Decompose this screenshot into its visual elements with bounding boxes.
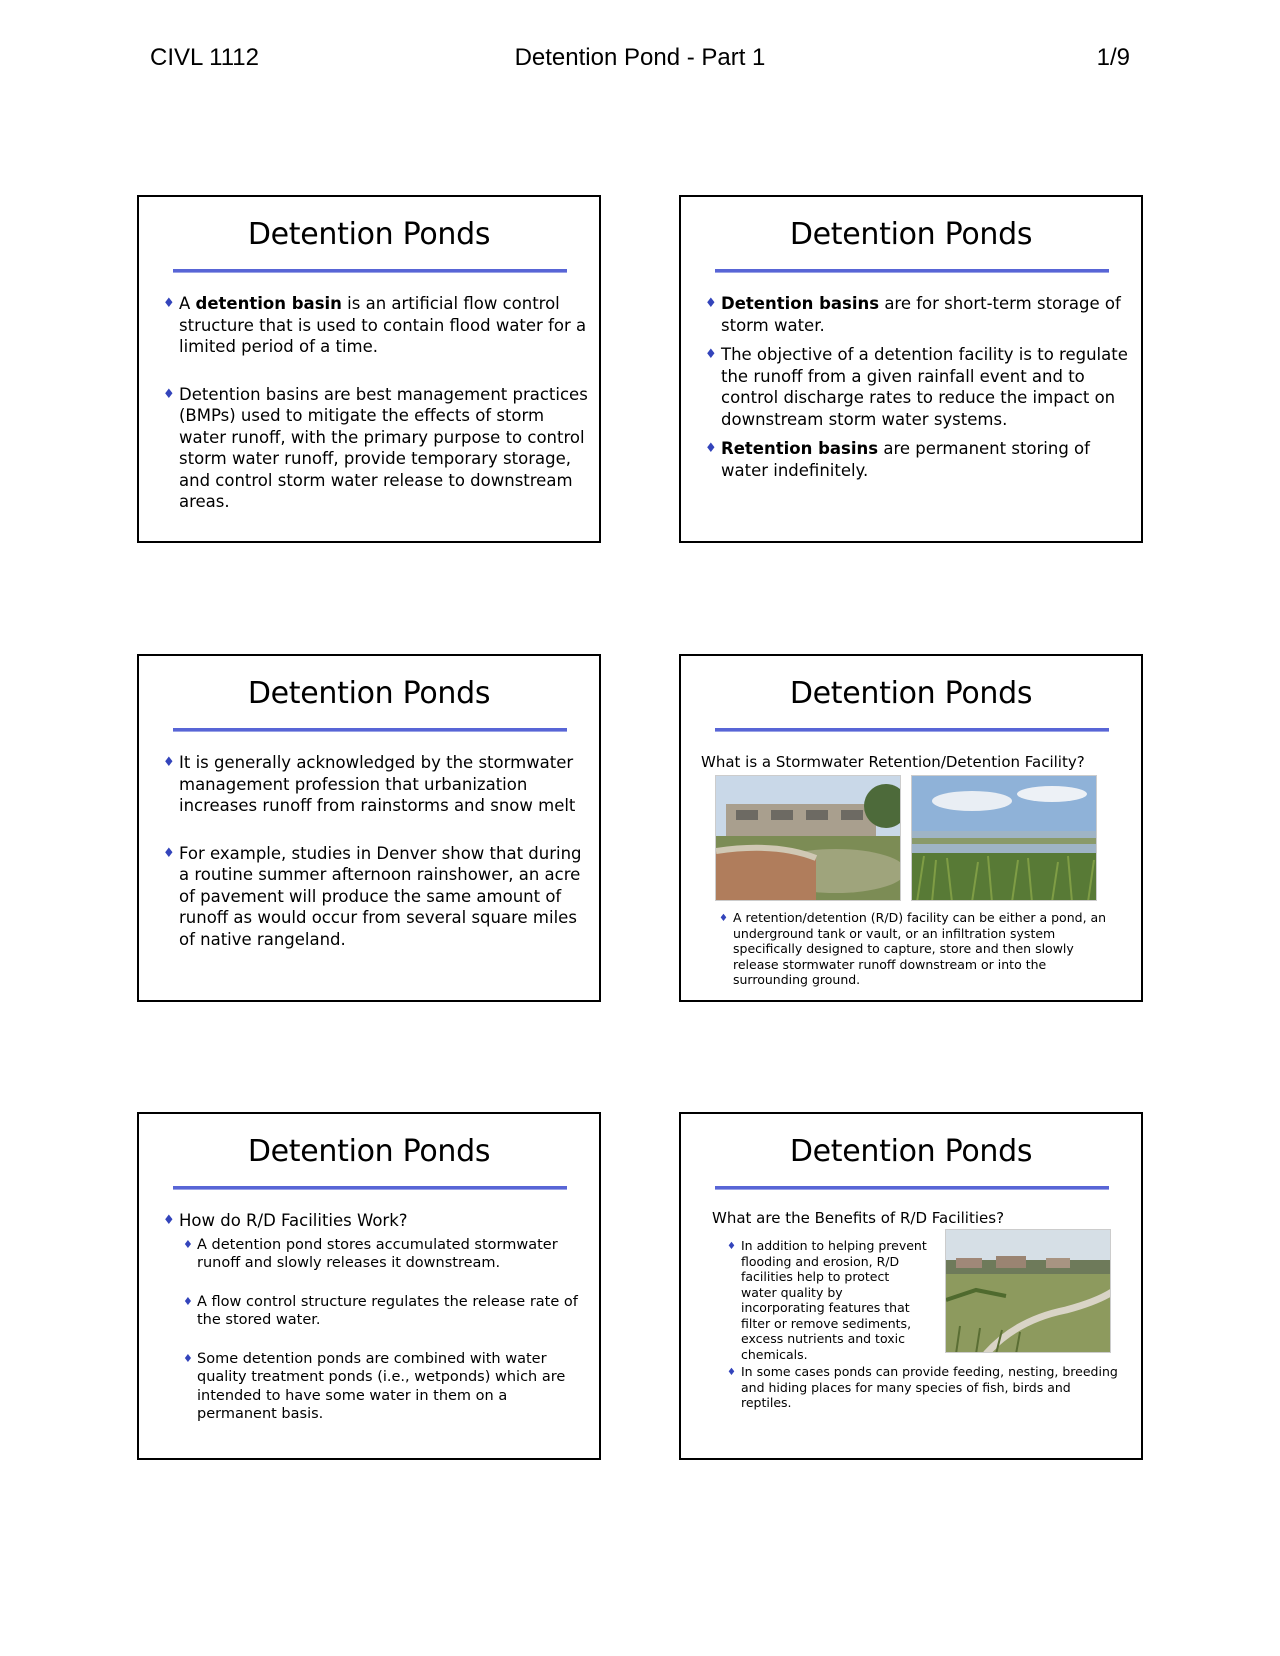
slide-6 xyxy=(679,1112,1143,1460)
bullet-item: ♦ A retention/detention (R/D) facility can be either a pond, an underground tank or vault, or an infiltration system specifically designed to capture, store and then slowly release stormwater runoff downstream or into the surrounding ground. xyxy=(719,910,1107,987)
bullet-item: ♦ In addition to helping prevent flooding and erosion, R/D facilities help to protect water quality by incorporating features that filter or remove sediments, excess nutrients and toxic chemicals. xyxy=(727,1238,927,1362)
diamond-bullet-icon: ♦ xyxy=(163,845,175,861)
slide-2 xyxy=(679,195,1143,543)
slide-title: Detention Ponds xyxy=(789,1134,1033,1169)
dry-basin-photo xyxy=(945,1229,1111,1353)
sub-bullet-item: ♦ A flow control structure regulates the release rate of the stored water. xyxy=(183,1293,578,1328)
bullet-item: ♦ The objective of a detention facility is to regulate the runoff from a given rainfall event and to control discharge rates to reduce the impact on downstream storm water systems. xyxy=(705,345,1128,429)
title-underline xyxy=(173,728,567,732)
page-number: 1/9 xyxy=(1096,44,1130,71)
slide-intro: What are the Benefits of R/D Facilities? xyxy=(712,1209,1005,1227)
diamond-bullet-icon: ♦ xyxy=(719,913,728,924)
diamond-bullet-icon: ♦ xyxy=(705,441,717,456)
title-underline xyxy=(173,269,567,273)
title-underline xyxy=(173,1186,567,1190)
diamond-bullet-icon: ♦ xyxy=(183,1294,193,1308)
diamond-bullet-icon: ♦ xyxy=(183,1351,193,1365)
slide-intro: What is a Stormwater Retention/Detention Facility? xyxy=(701,753,1085,771)
diamond-bullet-icon: ♦ xyxy=(705,347,717,362)
slide-title: Detention Ponds xyxy=(247,1134,491,1169)
title-underline xyxy=(715,1186,1109,1190)
bullet-item: ♦ A detention basin is an artificial flow control structure that is used to contain flood water for a limited period of a time. xyxy=(163,294,587,356)
slide-3 xyxy=(137,654,601,1002)
slide-title: Detention Ponds xyxy=(789,676,1033,711)
bullet-item: ♦ In some cases ponds can provide feeding, nesting, breeding and hiding places for many species of fish, birds and reptiles. xyxy=(727,1364,1118,1410)
slide-5 xyxy=(137,1112,601,1460)
retention-wall-photo xyxy=(715,775,901,901)
sub-bullet-item: ♦ A detention pond stores accumulated stormwater runoff and slowly releases it downstream. xyxy=(183,1236,558,1271)
diamond-bullet-icon: ♦ xyxy=(163,386,175,402)
diamond-bullet-icon: ♦ xyxy=(163,1213,175,1228)
diamond-bullet-icon: ♦ xyxy=(163,755,175,770)
bullet-item: ♦ How do R/D Facilities Work? xyxy=(163,1211,408,1230)
diamond-bullet-icon: ♦ xyxy=(183,1237,193,1251)
slide-4 xyxy=(679,654,1143,1002)
diamond-bullet-icon: ♦ xyxy=(727,1367,736,1378)
diamond-bullet-icon: ♦ xyxy=(727,1241,736,1252)
document-title: Detention Pond - Part 1 xyxy=(514,44,766,71)
diamond-bullet-icon: ♦ xyxy=(163,296,175,311)
diamond-bullet-icon: ♦ xyxy=(705,296,717,311)
bullet-item: ♦ Detention basins are best management practices (BMPs) used to mitigate the effects of storm water runoff, with the primary purpose to control storm water runoff, provide temporary storage, and control storm water release to downstream areas. xyxy=(163,384,588,511)
wetland-pond-photo xyxy=(911,775,1097,901)
bullet-item: ♦ For example, studies in Denver show that during a routine summer afternoon rainshower, an acre of pavement will produce the same amount of runoff as would occur from several square miles of native rangeland. xyxy=(163,843,582,949)
bullet-item: ♦ Retention basins are permanent storing of water indefinitely. xyxy=(705,439,1090,480)
title-underline xyxy=(715,728,1109,732)
slide-title: Detention Ponds xyxy=(789,217,1033,252)
bullet-item: ♦ Detention basins are for short-term storage of storm water. xyxy=(705,294,1121,335)
slide-title: Detention Ponds xyxy=(247,217,491,252)
sub-bullet-item: ♦ Some detention ponds are combined with water quality treatment ponds (i.e., wetponds) which are intended to have some water in them on a permanent basis. xyxy=(183,1350,566,1422)
slide-title: Detention Ponds xyxy=(247,676,491,711)
title-underline xyxy=(715,269,1109,273)
bullet-item: ♦ It is generally acknowledged by the stormwater management profession that urbanization increases runoff from rainstorms and snow melt xyxy=(163,753,576,815)
course-code: CIVL 1112 xyxy=(150,44,259,71)
slide-1 xyxy=(137,195,601,543)
